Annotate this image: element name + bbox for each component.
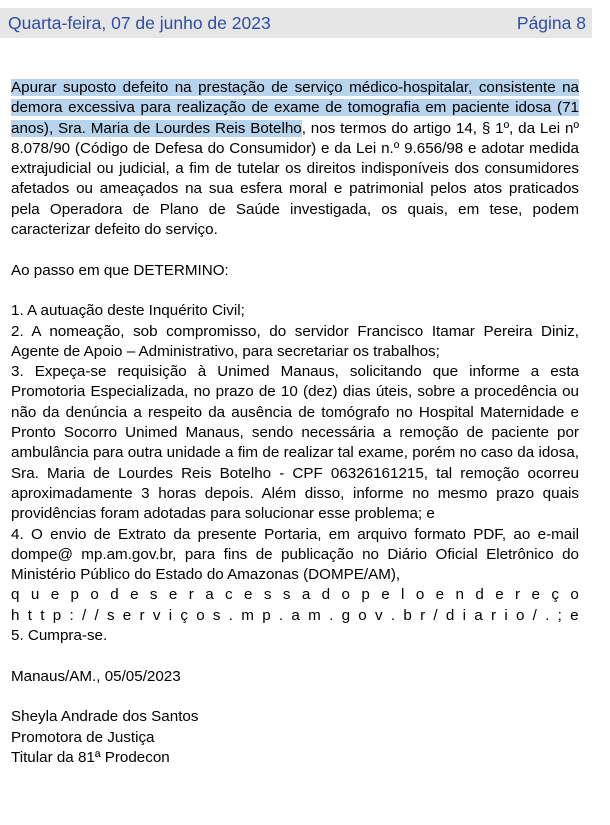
signer-office: Titular da 81ª Prodecon (11, 748, 170, 766)
item-5: 5. Cumpra-se. (11, 627, 108, 645)
item-4-spread-line-b[interactable]: h t t p : / / s e r v i ç o s . m p . a m . g o v . b r / d i a r i o / . ; e (11, 606, 579, 624)
paragraph-objective (11, 78, 579, 240)
document-body (11, 78, 579, 768)
determino-heading: Ao passo em que DETERMINO: (11, 261, 229, 279)
item-2: 2. A nomeação, sob compromisso, do servidor Francisco Itamar Pereira Diniz, Agente de Apoio – Administrativo, para secretariar os trabalhos; (11, 322, 579, 360)
item-4: 4. O envio de Extrato da presente Portaria, em arquivo formato PDF, ao e-mail dompe@ mp.am.gov.br, para fins de publicação no Diário Oficial Eletrônico do Ministério Público do Estado do Amazonas (DOMPE/AM), (11, 525, 579, 584)
item-1: 1. A autuação deste Inquérito Civil; (11, 302, 245, 320)
paragraph-objective-rest: , nos termos do artigo 14, § 1º, da Lei nº 8.078/90 (Código de Defesa do Consumidor) e da Lei n.º 9.656/98 e adotar medida extrajudicial ou judicial, a fim de tutelar os direitos indisponíveis dos consumidores afetados ou ameaçados na sua esfera moral e patrimonial pelos atos praticados pela Operadora de Plano de Saúde investigada, os quais, em tese, podem caracterizar defeito do serviço. (11, 119, 579, 239)
header-date: Quarta-feira, 07 de junho de 2023 (8, 12, 271, 33)
page-header (0, 8, 592, 38)
signer-role: Promotora de Justiça (11, 728, 155, 746)
highlighted-text[interactable]: Apurar suposto defeito na prestação de serviço médico-hospitalar, consistente na demora excessiva para realização de exame de tomografia em paciente idosa (71 anos), Sra. Maria de Lourdes Reis Botelho (11, 79, 579, 137)
place-date: Manaus/AM., 05/05/2023 (11, 667, 181, 685)
signer-name: Sheyla Andrade dos Santos (11, 708, 199, 726)
header-page-number: Página 8 (516, 12, 586, 33)
item-3: 3. Expeça-se requisição à Unimed Manaus, solicitando que informe a esta Promotoria Especializada, no prazo de 10 (dez) dias úteis, sobre a procedência ou não da denúncia a respeito da ausência de tomógrafo no Hospital Maternidade e Pronto Socorro Unimed Manaus, sendo necessária a remoção de paciente por ambulância para outra unidade a fim de realizar tal exame, porém no caso da idosa, Sra. Maria de Lourdes Reis Botelho - CPF 06326161215, tal remoção ocorreu aproximadamente 3 horas depois. Além disso, informe no mesmo prazo quais providências foram adotadas para solucionar esse problema; e (11, 363, 579, 523)
item-4-spread-line-a: q u e p o d e s e r a c e s s a d o p e l o e n d e r e ç o (11, 586, 579, 604)
